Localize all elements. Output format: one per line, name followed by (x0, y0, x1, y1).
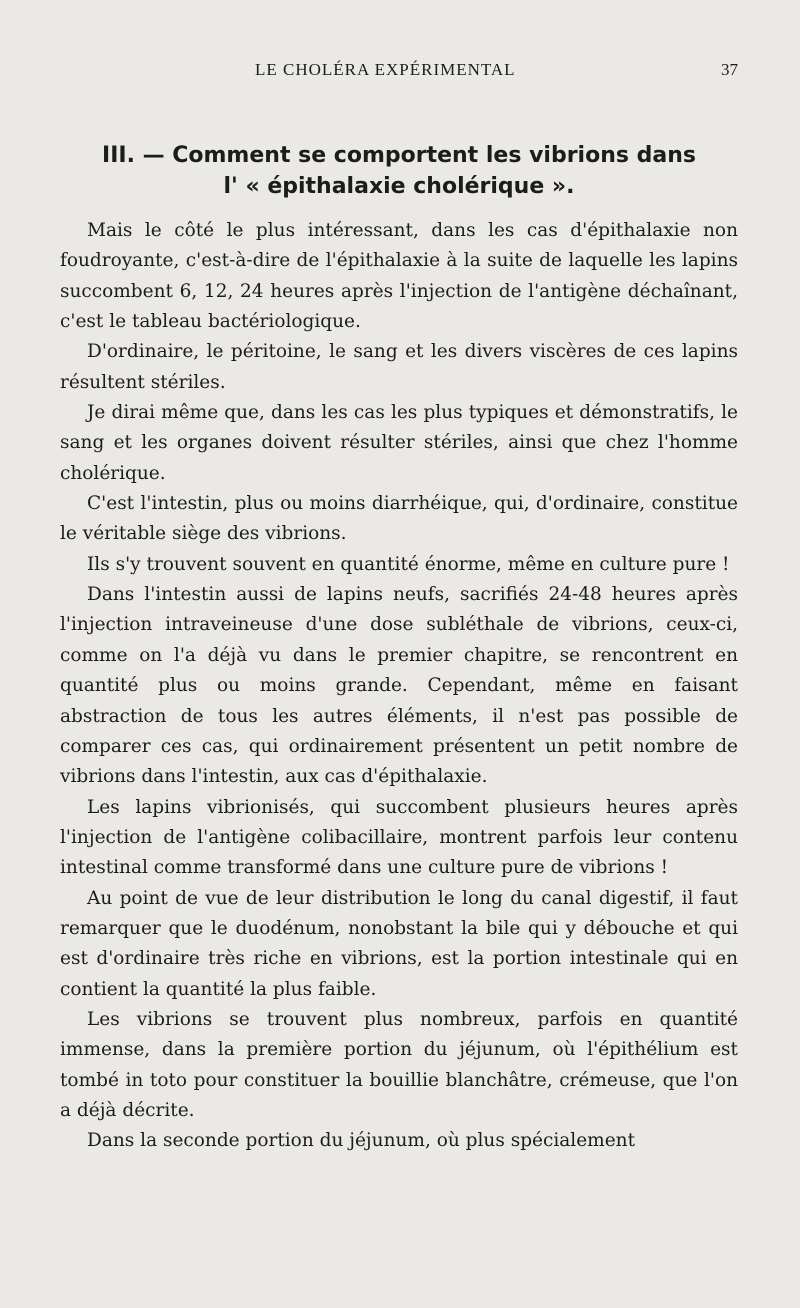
paragraph: Les lapins vibrionisés, qui succombent plusieurs heures après l'injection de l'antigène colibacillaire, montrent parfois leur contenu intestinal comme transformé dans une culture pure de vibrions ! (60, 796, 738, 879)
paragraph: Ils s'y trouvent souvent en quantité énorme, même en culture pure ! (87, 553, 730, 575)
paragraph: C'est l'intestin, plus ou moins diarrhéique, qui, d'ordinaire, constitue le véritable siège des vibrions. (60, 493, 738, 545)
paragraph: Au point de vue de leur distribution le long du canal digestif, il faut remarquer que le duodénum, nonobstant la bile qui y débouche et qui est d'ordinaire très riche en vibrions, est la portion intestinale qui en contient la quantité la plus faible. (60, 887, 738, 1000)
section-title-line-2: l' « épithalaxie cholérique ». (223, 174, 575, 199)
paragraph: Les vibrions se trouvent plus nombreux, parfois en quantité immense, dans la première portion du jéjunum, où l'épithélium est tombé in toto pour constituer la bouillie blanchâtre, crémeuse, que l'on a déjà décrite. (60, 1008, 738, 1121)
body-text (60, 216, 738, 1157)
paragraph: Je dirai même que, dans les cas les plus typiques et démonstratifs, le sang et les organes doivent résulter stériles, ainsi que chez l'homme cholérique. (60, 402, 738, 484)
paragraph: Mais le côté le plus intéressant, dans les cas d'épithalaxie non foudroyante, c'est-à-dire de l'épithalaxie à la suite de laquelle les lapins succombent 6, 12, 24 heures après l'injection de l'antigène déchaînant, c'est le tableau bactériologique. (60, 220, 738, 333)
section-title (60, 140, 738, 202)
running-title: LE CHOLÉRA EXPÉRIMENTAL (255, 60, 516, 79)
page-number: 37 (721, 60, 738, 79)
page-header (60, 60, 738, 84)
section-title-line-1: III. — Comment se comportent les vibrions dans (102, 143, 696, 168)
paragraph: Dans l'intestin aussi de lapins neufs, sacrifiés 24-48 heures après l'injection intraveineuse d'une dose subléthale de vibrions, ceux-ci, comme on l'a déjà vu dans le premier chapitre, se rencontrent en quantité plus ou moins grande. Cependant, même en faisant abstraction de tous les autres éléments, il n'est pas possible de comparer ces cas, qui ordinairement présentent un petit nombre de vibrions dans l'intestin, aux cas d'épithalaxie. (60, 584, 738, 788)
paragraph: D'ordinaire, le péritoine, le sang et les divers viscères de ces lapins résultent stériles. (60, 341, 738, 393)
paragraph: Dans la seconde portion du jéjunum, où plus spécialement (87, 1130, 635, 1152)
